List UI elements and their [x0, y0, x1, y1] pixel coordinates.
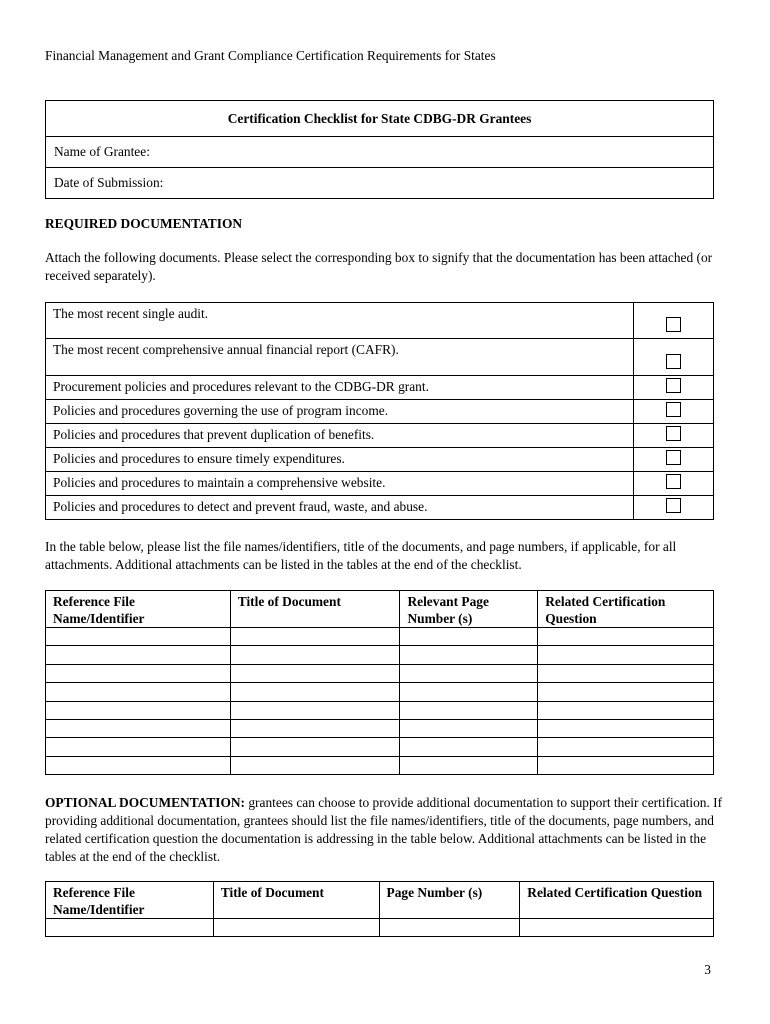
checkbox-icon[interactable]	[666, 354, 681, 369]
required-documents-table	[45, 302, 714, 520]
checkbox-icon[interactable]	[666, 450, 681, 465]
attachment-table-instructions: In the table below, please list the file names/identifiers, title of the documents, and page numbers, if applicable, for all attachments. Additional attachments can be listed in the tables at the end of the checklist.	[45, 539, 677, 572]
column-header: Related Certification Question	[538, 591, 714, 628]
optional-documentation-heading: OPTIONAL DOCUMENTATION:	[45, 795, 246, 810]
required-instructions: Attach the following documents. Please select the corresponding box to signify that the documentation has been attached (or received separately).	[45, 250, 713, 283]
optional-attachments-table	[45, 881, 714, 937]
document-checkbox[interactable]	[634, 400, 714, 424]
page-header: Financial Management and Grant Compliance Certification Requirements for States	[45, 48, 496, 63]
table-row	[46, 646, 714, 664]
table-row	[46, 756, 714, 774]
document-item: The most recent single audit.	[46, 303, 634, 339]
table-row	[46, 683, 714, 701]
checkbox-icon[interactable]	[666, 317, 681, 332]
document-checkbox[interactable]	[634, 339, 714, 376]
document-checkbox[interactable]	[634, 448, 714, 472]
checkbox-icon[interactable]	[666, 426, 681, 441]
column-header: Page Number (s)	[379, 882, 520, 919]
document-checkbox[interactable]	[634, 303, 714, 339]
document-item: Policies and procedures governing the use of program income.	[46, 400, 634, 424]
document-checkbox[interactable]	[634, 424, 714, 448]
checkbox-icon[interactable]	[666, 402, 681, 417]
table-row	[46, 628, 714, 646]
table-row	[46, 738, 714, 756]
date-of-submission-field[interactable]: Date of Submission:	[46, 168, 714, 199]
column-header: Title of Document	[230, 591, 400, 628]
document-item: Policies and procedures to maintain a comprehensive website.	[46, 472, 634, 496]
document-item: Procurement policies and procedures relevant to the CDBG-DR grant.	[46, 376, 634, 400]
optional-documentation-paragraph	[45, 794, 725, 866]
table-row	[46, 701, 714, 719]
checkbox-icon[interactable]	[666, 378, 681, 393]
document-item: Policies and procedures to ensure timely expenditures.	[46, 448, 634, 472]
required-documentation-heading: REQUIRED DOCUMENTATION	[45, 216, 243, 231]
required-attachments-table	[45, 590, 714, 775]
document-item: The most recent comprehensive annual financial report (CAFR).	[46, 339, 634, 376]
certification-checklist-table	[45, 100, 714, 199]
page-number: 3	[704, 962, 711, 977]
document-checkbox[interactable]	[634, 472, 714, 496]
table-row	[46, 664, 714, 682]
table-row	[46, 719, 714, 737]
document-item: Policies and procedures to detect and prevent fraud, waste, and abuse.	[46, 496, 634, 520]
document-checkbox[interactable]	[634, 376, 714, 400]
column-header: Relevant Page Number (s)	[400, 591, 538, 628]
checkbox-icon[interactable]	[666, 474, 681, 489]
column-header: Reference File Name/Identifier	[46, 591, 231, 628]
table-row	[46, 919, 714, 937]
checklist-title: Certification Checklist for State CDBG-DR Grantees	[46, 101, 714, 137]
column-header: Related Certification Question	[520, 882, 714, 919]
name-of-grantee-field[interactable]: Name of Grantee:	[46, 137, 714, 168]
column-header: Reference File Name/Identifier	[46, 882, 214, 919]
document-checkbox[interactable]	[634, 496, 714, 520]
optional-documentation-text: grantees can choose to provide additional documentation to support their certification. If providing additional documentation, grantees should list the file names/identifiers, title of the documents, page numbers, and related certification question the documentation is addressing in the table below. Additional attachments can be listed in the tables at the end of the checklist.	[45, 795, 723, 864]
document-item: Policies and procedures that prevent duplication of benefits.	[46, 424, 634, 448]
column-header: Title of Document	[213, 882, 379, 919]
checkbox-icon[interactable]	[666, 498, 681, 513]
